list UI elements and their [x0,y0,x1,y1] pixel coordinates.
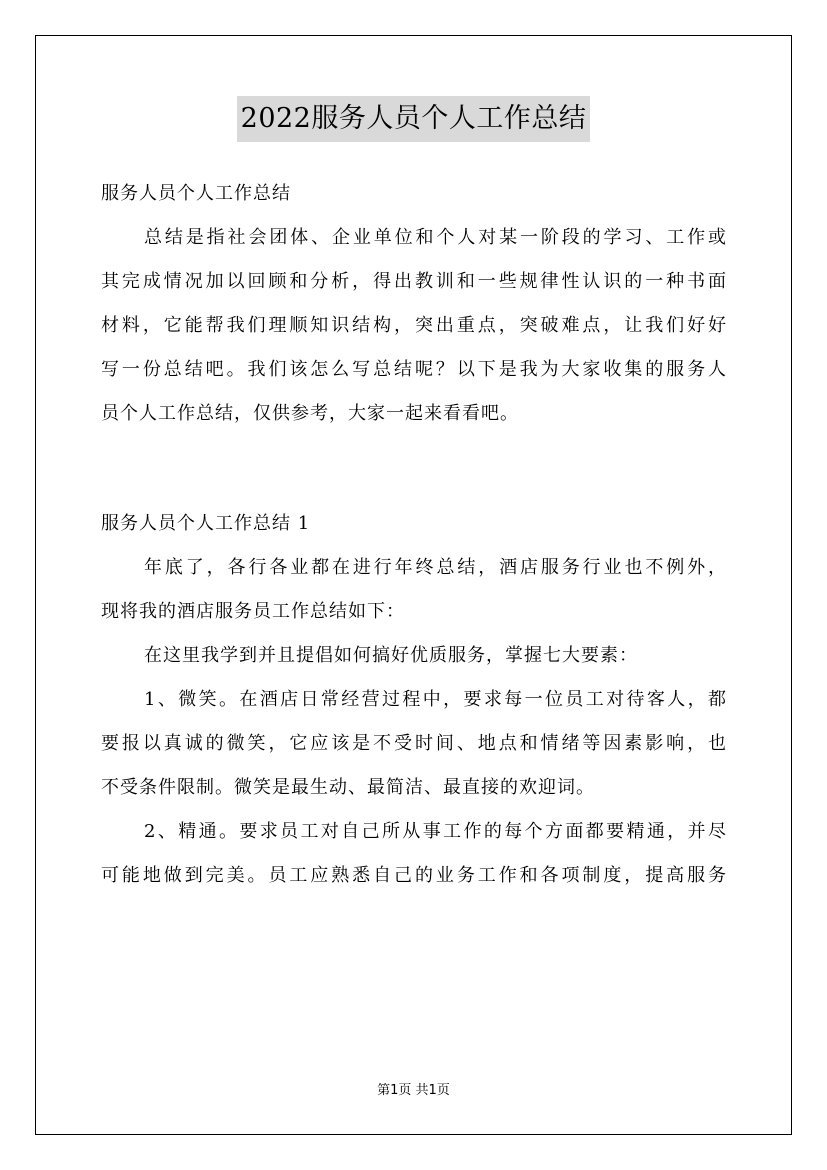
section-heading: 服务人员个人工作总结 1 [101,513,311,534]
document-title: 2022服务人员个人工作总结 [237,96,591,142]
paragraph-line: 1、微笑。在酒店日常经营过程中，要求每一位员工对待客人，都 [144,689,727,710]
section-heading: 服务人员个人工作总结 [101,183,291,204]
paragraph-line: 在这里我学到并且提倡如何搞好优质服务，掌握七大要素： [144,645,638,666]
document-body [101,172,727,898]
paragraph-line: 不受条件限制。微笑是最生动、最简洁、最直接的欢迎词。 [101,777,595,798]
paragraph-line: 员个人工作总结，仅供参考，大家一起来看看吧。 [101,403,519,424]
paragraph-line: 写一份总结吧。我们该怎么写总结呢？以下是我为大家收集的服务人 [101,359,727,380]
paragraph-line: 总结是指社会团体、企业单位和个人对某一阶段的学习、工作或 [144,227,727,248]
blank-line [101,480,727,502]
blank-line [101,436,727,480]
paragraph-line: 其完成情况加以回顾和分析，得出教训和一些规律性认识的一种书面 [101,271,727,292]
title-container [0,96,827,142]
paragraph-line: 材料，它能帮我们理顺知识结构，突出重点，突破难点，让我们好好 [101,315,727,336]
paragraph-line: 要报以真诚的微笑，它应该是不受时间、地点和情绪等因素影响，也 [101,733,727,754]
paragraph-line: 现将我的酒店服务员工作总结如下： [101,601,405,622]
page-footer: 第1页 共1页 [377,1083,450,1098]
paragraph-line: 年底了，各行各业都在进行年终总结，酒店服务行业也不例外， [144,557,727,578]
paragraph-line: 可能地做到完美。员工应熟悉自己的业务工作和各项制度，提高服务 [101,865,727,886]
paragraph-line: 2、精通。要求员工对自己所从事工作的每个方面都要精通，并尽 [144,821,727,842]
